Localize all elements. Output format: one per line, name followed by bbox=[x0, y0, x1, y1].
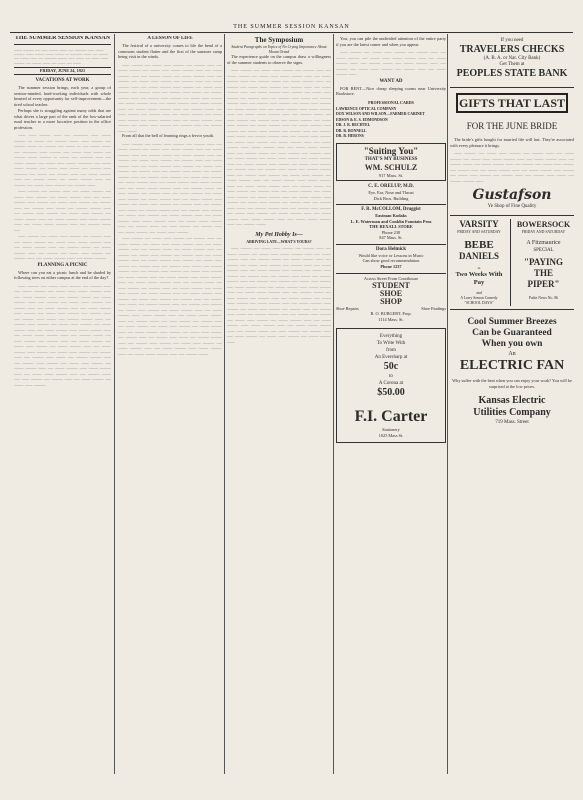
ad-gifts-tagline: Ye Shop of Fine Quality bbox=[487, 204, 537, 209]
headline-symposium: The Symposium bbox=[254, 36, 304, 44]
ad-druggist-addr: 847 Mass. St. bbox=[379, 235, 403, 240]
ad-dora-helmick bbox=[336, 244, 446, 270]
column-divider bbox=[447, 34, 448, 774]
publication-notice: _____ _______ ___ ____ ______ _____ ___ ________ ____ _____ _______ _____ ______ _____ ______ __ ________ _____ ___ ______ ___ ______ ____ ___ ________ ______ ____ _____ ___ _____ _____ _______ ___ ______ _____ ___ _____ ___ _____ bbox=[14, 46, 108, 64]
ad-carter-sub2: 1025 Mass St. bbox=[378, 432, 404, 438]
professional-card: DR. R. BONNELL bbox=[336, 128, 367, 133]
running-head bbox=[10, 24, 573, 30]
ad-gifts-text: The bride's gifts bought for married life will last. They're associated with every pleasure it brings. bbox=[450, 137, 574, 148]
ad-suiting-line1: "Suiting You" bbox=[363, 145, 419, 156]
ad-druggist-line3: L. E. Waterman and Conklin Fountain Pens bbox=[350, 218, 432, 224]
ad-bowersock-name: BOWERSOCK bbox=[516, 220, 571, 229]
ad-suiting-line2: THAT'S MY BUSINESS bbox=[364, 156, 418, 162]
ad-fan-line1: Cool Summer Breezes bbox=[467, 317, 557, 327]
ad-carter-line4: An Eversharp at bbox=[374, 355, 408, 360]
ad-orelup-name: C. E. ORELUP, M.D. bbox=[368, 184, 414, 189]
paragraph-filler: ____ ______ ___ _____ ____ ______ ___ ______ ____ ___ _____ ______ ___ _____ ____ _____ ______ ____ ___ _____ ______ ____ ___ ______ _____ ___ _____ ______ ____ ___ ______ ___ _____ ____ ______ ___ ______ ____ ___ _____ ______ ____ ___ _____ ______ ____ ______ ___ _____ ____ ______ ___ ______ ____ ___ ______ ____ _____ ___ ______ ______ ____ ___ ______ ____ ______ ___ _____ ____ ______ ___ _____ ______ ____ ___ _____ ______ ____ _____ ______ ____ ___ _____ _____ ______ ____ ___ ______ _____ ___ ____ ______ ___ ______ ____ ___ _____ ______ ___ _____ ____ ______ ___ _____ ______ ____ ___ _____ ______ ____ ______ ___ _____ ____ ______ ___ ______ ____ ___ ______ ____ _____ ___ ______ ______ ____ ___ ______ ____ ______ ___ _____ ____ ______ ___ _____ ______ ____ ___ _____ ______ ____ _____ ______ ____ ___ _____ _____ ______ ____ ___ ______ _____ ___ ____ ______ ___ ______ ____ ___ _____ ______ ___ _____ ____ ______ ___ _____ ______ ____ ___ _____ ______ ____ ______ ___ _____ ____ ______ ___ ______ ____ ___ ______ ____ _____ ___ ______ ______ ____ ___ ______ ____ ______ ___ _____ ____ ______ ___ _____ ______ ____ ___ _____ ______ ____ _____ ______ ____ ___ _____ _____ ______ ____ ___ ______ _____ ___ ____ ______ ___ ______ ____ ___ _____ ______ ___ _____ ____ ______ ___ _____ ______ ____ ___ _____ ______ ____ ______ ___ _____ ____ ______ ___ ______ ____ ___ ______ ____ _____ ___ ______ ______ ____ ___ ______ ____ ______ ___ _____ ____ ______ ___ _____ ______ ____ ___ _____ ______ ____ _____ ______ ____ ___ _____ _____ ______ ____ ___ ______ _____ bbox=[227, 66, 331, 226]
paragraph-filler: ____ ______ ___ _____ ____ ______ ___ ______ ____ ___ _____ ______ ___ _____ ____ _____ ______ ____ ___ _____ ______ ____ ___ ______ _____ ___ _____ ______ ____ ___ ______ ___ _____ ____ ______ ___ ______ ____ ___ _____ ______ ____ ___ _____ ______ ____ ______ ___ _____ ____ ______ ___ ______ ____ ___ ______ ____ _____ ___ ______ ______ ____ ___ ______ ____ ______ ___ _____ ____ ______ ___ _____ ______ ____ ___ _____ ______ ____ _____ ______ ____ ___ _____ _____ ______ ____ ___ ______ _____ ___ ____ ______ ___ ______ ____ ___ _____ ______ ___ _____ ____ ______ ___ _____ ______ ____ ___ _____ ______ ____ ______ ___ _____ ____ ______ ___ ______ ____ ___ ______ ____ _____ ___ ______ ______ ____ ___ ______ ____ ______ ___ _____ ____ ______ ___ _____ ______ ____ ___ _____ ______ ____ _____ ______ ____ ___ _____ _____ ______ ____ ___ ______ _____ ___ ____ ______ ___ ______ ____ ___ _____ ______ ___ _____ ____ ______ bbox=[118, 139, 222, 233]
ad-student-owner: R. O. BURGERT, Prop. bbox=[370, 311, 412, 316]
paragraph: The festival of a university comes to life the bend of a commons student flatter and the first of the summer camp being visit in the winds. bbox=[118, 43, 222, 59]
theater-ads bbox=[450, 219, 574, 306]
ad-bowersock bbox=[511, 219, 574, 306]
ad-gifts-signature: Gustafson bbox=[472, 187, 552, 203]
ad-student-left: Shoe Repairs bbox=[336, 305, 359, 311]
ad-carter-line3: from bbox=[386, 348, 396, 353]
ad-varsity-film1: Two Weeks With bbox=[455, 271, 503, 278]
ad-carter-price1: 50c bbox=[383, 361, 399, 372]
ad-gifts-title: GIFTS THAT LAST bbox=[456, 93, 568, 113]
ad-student-shoe-shop bbox=[336, 273, 446, 322]
ad-druggist bbox=[336, 204, 446, 241]
paragraph: The summer session brings, each year, a group of serious-minded, hard-working individuals with whole hearted of every opportunity for self-improvement—the tired school teacher. bbox=[14, 85, 111, 107]
ad-checks-line2: TRAVELERS CHECKS bbox=[459, 44, 565, 55]
ad-varsity-star1: BEBE bbox=[464, 239, 494, 251]
ad-carter bbox=[336, 328, 446, 443]
ad-student-line1: Across Street From Courthouse bbox=[363, 276, 419, 281]
column-2 bbox=[118, 36, 222, 776]
paragraph-filler: ____ ______ ___ _____ ____ ______ ___ ______ ____ ___ _____ ______ ___ _____ ____ _____ ______ ____ ___ _____ ______ ____ ___ ______ _____ ___ _____ ______ ____ ___ ______ ___ _____ ____ ______ ___ ______ ____ ___ _____ ______ ____ ___ _____ ______ ____ ______ ___ _____ ____ ______ ___ ______ ____ ___ ______ ____ _____ ___ ______ ______ ____ ___ ______ ____ ______ ___ _____ ____ ______ ___ _____ ______ ____ ___ _____ ______ ____ _____ ______ ____ ___ _____ _____ ______ ____ ___ ______ _____ ___ ____ ______ ___ ______ ____ ___ _____ ______ ___ _____ ____ ______ ___ _____ ______ ____ ___ _____ ______ ____ ______ ___ _____ ____ ______ ___ ______ ____ ___ ______ ____ _____ ___ ______ ______ ____ ___ ______ ____ ______ ___ _____ ____ ______ ___ _____ ______ ____ ___ _____ ______ ____ _____ ______ ____ ___ _____ _____ ______ ____ ___ ______ _____ ___ ____ ______ ___ ______ ____ ___ _____ ______ ___ _____ ____ ______ bbox=[14, 281, 111, 386]
ad-suiting-name: WM. SCHULZ bbox=[364, 162, 418, 172]
ad-carter-name: F.I. Carter bbox=[354, 408, 428, 425]
ad-electric-fan bbox=[450, 313, 574, 430]
ad-bowersock-line1: A Fitzmaurice bbox=[526, 240, 561, 246]
ad-druggist-phone: Phone 238 bbox=[381, 229, 401, 235]
date-line: FRIDAY, JUNE 24, 1921 bbox=[14, 67, 111, 75]
ad-fan-text: Why suffer with the heat when you can enjoy your work? You will be surprised at the low prices. bbox=[452, 378, 572, 389]
ad-checks-line4: Get Them at bbox=[499, 62, 525, 67]
professional-card: DR. J. R. BECHTEL bbox=[336, 123, 371, 127]
ad-fan-addr: 719 Mass. Street bbox=[495, 420, 529, 425]
ad-varsity-film2: Pay bbox=[473, 279, 485, 286]
paragraph-filler: ____ ______ ___ _____ ____ ______ ___ ______ ____ ___ _____ ______ ___ _____ ____ _____ ______ ____ ___ _____ ______ ____ ___ ______ _____ ___ _____ ______ ____ ___ ______ ___ _____ ____ ______ ___ ______ ____ ___ _____ ______ ____ ___ _____ ______ ____ ______ ___ _____ ____ ______ ___ ______ ____ ___ ______ ____ _____ ___ ______ ______ ____ ___ ______ ____ ______ ___ _____ ____ ______ ___ _____ ______ ____ ___ _____ ______ ____ _____ ______ ____ ___ _____ _____ ______ ____ ___ ______ _____ ___ ____ ______ ___ ______ ____ ___ _____ ______ ___ _____ ____ ______ ___ _____ ______ ____ ___ _____ ______ ____ ______ ___ _____ ____ ______ ___ ______ ____ ___ ______ ____ _____ bbox=[118, 60, 222, 132]
ad-gifts-subtitle: FOR THE JUNE BRIDE bbox=[466, 121, 558, 131]
ad-varsity-in: in bbox=[477, 266, 481, 270]
ad-fan-headline: ELECTRIC FAN bbox=[459, 358, 565, 373]
paragraph-filler: ____ ______ ___ _____ ____ ______ ___ ______ ____ ___ _____ ______ ___ _____ ____ _____ ______ ____ ___ _____ ______ ____ ___ ______ _____ ___ _____ ______ ____ ___ ______ ___ _____ ____ ______ ___ ______ ____ ___ _____ ______ ____ ___ _____ ______ ____ ______ ___ _____ ____ ______ ___ ______ ____ ___ ______ ____ _____ ___ ______ ______ ____ bbox=[450, 149, 574, 182]
ad-divider bbox=[450, 215, 574, 216]
column-divider bbox=[224, 34, 225, 774]
ad-orelup-desc: Eye, Ear, Nose and Throat bbox=[368, 190, 414, 195]
ad-varsity-extra3: "SCHOOL DAYS" bbox=[464, 301, 494, 305]
ad-dora-name: Dora Helmick bbox=[375, 246, 407, 252]
professional-card: EDSON & E. S. EDMONDSON bbox=[336, 117, 388, 122]
ad-gifts bbox=[450, 91, 574, 212]
paragraph: From all that the bell of learning rings a fervor youth. bbox=[122, 133, 215, 138]
column-1 bbox=[14, 36, 111, 776]
ad-varsity-when: FRIDAY AND SATURDAY bbox=[457, 230, 501, 234]
paragraph-filler: ____ ______ ___ ______ ____ ___ _____ ______ ___ _____ ____ ______ ___ _____ ______ ____ ___ _____ ______ ____ ______ ___ _____ ____ ______ ___ ______ ____ ___ ______ ____ _____ ___ ______ ______ ____ ___ ______ ____ ______ ___ _____ ____ ______ ___ _____ ______ ____ ___ _____ ______ ____ _____ ______ ____ ___ _____ _____ ______ ____ ___ ______ _____ ___ bbox=[14, 187, 111, 231]
ad-carter-sub1: Stationery bbox=[382, 427, 400, 432]
ad-carter-line5: to bbox=[389, 374, 393, 379]
column-divider bbox=[333, 34, 334, 774]
headline-want-ad: WANT AD bbox=[379, 78, 403, 84]
professional-card: DR. B. HERONS bbox=[336, 134, 364, 138]
paragraph-filler: ____ ______ ___ _____ ____ ______ ___ ______ ____ ___ _____ ______ ___ _____ ____ _____ ______ ____ ___ _____ ______ ____ ___ ______ _____ ___ _____ ______ ____ ___ ______ ___ _____ ____ ______ ___ ______ ____ ___ _____ ______ ____ ___ _____ ______ bbox=[14, 232, 111, 260]
ad-fan-line3: When you own bbox=[481, 339, 543, 349]
professional-card: LAWRENCE OPTICAL COMPANY bbox=[336, 106, 397, 111]
running-head-title: THE SUMMER SESSION KANSAN bbox=[233, 24, 350, 30]
paragraph: Perhaps she is struggling against many odds that are what drives a large part of the rank of the low-salaried rural teacher to a more lucrative position in the office profession. bbox=[14, 108, 111, 130]
ad-carter-line1: Everything bbox=[379, 334, 403, 339]
ad-suiting-you bbox=[336, 143, 446, 182]
ad-travelers-checks bbox=[450, 36, 574, 84]
column-5 bbox=[450, 36, 574, 776]
ad-bowersock-film2: THE bbox=[533, 268, 553, 278]
ad-divider bbox=[450, 309, 574, 310]
professional-cards-list bbox=[336, 107, 446, 140]
ad-fan-line4: An bbox=[508, 351, 516, 357]
ad-student-big2: SHOE bbox=[379, 288, 403, 298]
ad-varsity bbox=[450, 219, 511, 306]
ad-student-addr: 1114 Mass. St. bbox=[378, 316, 404, 322]
ad-student-big1: STUDENT bbox=[372, 280, 410, 290]
ad-dora-line1: Would like voice or Lessons in Music bbox=[358, 252, 424, 258]
paragraph: You, you can pile the undivided attention of the entire party if you are the latest comer and when you appear. bbox=[336, 36, 446, 47]
ad-checks-line3: (A. B. A. or Nat. City Bank) bbox=[483, 56, 541, 61]
ad-bowersock-line2: SPECIAL bbox=[533, 248, 554, 253]
ad-student-right: Shoe Findings bbox=[421, 305, 446, 311]
column-3 bbox=[227, 36, 331, 776]
ad-student-big3: SHOP bbox=[380, 296, 402, 306]
ad-carter-price2: $50.00 bbox=[377, 387, 405, 398]
subheadline-symposium: Student Paragraphs on Topics of No Crying Importance About Mount Oread bbox=[231, 45, 327, 54]
ad-checks-line1: If you need bbox=[500, 38, 524, 43]
ad-divider bbox=[450, 87, 574, 88]
ad-dora-phone: Phone 1237 bbox=[380, 263, 402, 269]
paragraph: The experience guide on the campus draw a willingness of the summer students to observe the signs. bbox=[227, 54, 331, 65]
paragraph-filler: ____ ______ ___ _____ ____ ______ ___ ______ ____ ___ _____ ______ ___ _____ ____ _____ ______ ____ ___ _____ ______ ____ ___ ______ _____ ___ _____ ______ ____ ___ ______ ___ _____ ____ ______ ___ ______ ____ ___ _____ ______ ____ bbox=[336, 48, 446, 75]
headline-professional-cards: PROFESSIONAL CARDS bbox=[368, 99, 414, 105]
ad-fan-company2: Utilities Company bbox=[473, 407, 551, 418]
ad-bowersock-film3: PIPER" bbox=[527, 279, 560, 289]
ad-carter-line6: A Corona at bbox=[378, 381, 404, 386]
headline-lesson: A LESSON OF LIFE bbox=[147, 36, 193, 41]
masthead: THE SUMMER SESSION KANSAN bbox=[14, 36, 111, 45]
ad-bowersock-when: FRIDAY AND SATURDAY bbox=[521, 230, 566, 234]
top-rule bbox=[10, 32, 573, 33]
ad-bowersock-news: Pathe News No. 86 bbox=[528, 296, 559, 300]
headline-picnic: PLANNING A PICNIC bbox=[37, 262, 88, 268]
want-ad-text: FOR RENT—Nice cheap sleeping rooms near University Bookstore. bbox=[336, 85, 446, 96]
ad-orelup bbox=[336, 184, 446, 201]
column-4 bbox=[336, 36, 446, 776]
ad-druggist-line2: Eastman Kodaks bbox=[375, 213, 407, 218]
ad-druggist-line4: THE REXALL STORE bbox=[369, 224, 413, 229]
paragraph-filler: ____ ______ ___ _____ ____ ______ ___ ______ ____ ___ _____ ______ ___ _____ ____ _____ ______ ____ ___ _____ ______ ____ ___ ______ _____ ___ _____ ______ ____ ___ ______ ___ _____ ____ ______ ___ ______ ____ ___ _____ ______ ____ ___ _____ ______ ____ ______ ___ _____ ____ ______ ___ ______ ____ ___ ______ ____ _____ ___ ______ ______ ____ ___ ______ ____ ______ ___ _____ ____ ______ ___ _____ ______ ____ ___ _____ ______ ____ _____ ______ ____ ___ _____ _____ ______ ____ ___ ______ _____ ___ ____ ______ ___ ______ ____ ___ _____ ______ ___ _____ ____ ______ ___ _____ ______ ____ ___ _____ ______ ____ ______ ___ _____ ____ ______ ___ ______ ____ ___ ______ ____ _____ ___ ______ ______ ____ ___ ______ ____ ______ ___ _____ ____ ______ ___ _____ ______ ____ ___ _____ ______ ____ _____ ______ ____ ___ _____ _____ ______ ____ ___ ______ _____ ___ ____ ______ ___ ______ ____ ___ _____ ______ ___ _____ ____ ______ ___ _____ ______ ____ ___ _____ ______ ____ ______ ___ _____ ____ ______ ___ ______ ____ ___ ______ ____ _____ ___ ______ ______ ____ ___ ______ ____ ______ ___ _____ ____ ______ ___ _____ ______ ____ ___ _____ ______ ____ _____ ______ ____ ___ _____ _____ ______ ____ ___ ______ _____ bbox=[118, 234, 222, 355]
ad-druggist-name: F. R. McCOLLOM, Druggist bbox=[361, 207, 421, 212]
column-divider bbox=[114, 34, 115, 774]
subheadline-hobby: ARRIVING LATE—WHAT'S YOURS? bbox=[246, 239, 312, 244]
ad-fan-company1: Kansas Electric bbox=[478, 395, 546, 406]
ad-dora-line2: Can show good recommendation bbox=[362, 258, 420, 263]
ad-varsity-extra2: A Larry Semon Comedy bbox=[460, 296, 498, 300]
ad-varsity-star2: DANIELS bbox=[458, 251, 499, 261]
headline-vacations: VACATIONS AT WORK bbox=[35, 78, 90, 84]
ad-varsity-extra: and bbox=[476, 291, 482, 295]
paragraph: Where can you eat a picnic lunch and be shaded by following trees on either campus at the end of the day? bbox=[14, 269, 111, 281]
ad-suiting-address: 917 Mass. St. bbox=[378, 172, 404, 178]
ad-orelup-addr: Dick Bros. Building bbox=[373, 195, 409, 201]
paragraph-filler: ____ ____ ______ ____ ___ ________ ____ _____ ______ __ _____ ___ ______ _____ ____ ______ ___ ______ _____ __ ______ ___ _____ __ ___ _____ _____ ___ ________ ____ ______ ___ _____ ____ _____ ___ ______ _____ ______ __ _____ ___ _______ ____ ___ _____ ______ ___ _____ ____ _____ ________ ___ _____ _____ ______ ___ _____ ____ _____ ___ ______ ____ _______ ___ _____ ___ ______ ____ ___ _____ ______ ____ ___ ______ _____ ___ _____ ______ ____ ___ ______ ___ _____ ____ ______ ___ ______ ____ bbox=[14, 131, 111, 186]
ad-bowersock-film1: "PAYING bbox=[523, 257, 563, 267]
paragraph-filler: ____ ______ ___ _____ ____ ______ ___ ______ ____ ___ _____ ______ ___ _____ ____ _____ ______ ____ ___ _____ ______ ____ ___ ______ _____ ___ _____ ______ ____ ___ ______ ___ _____ ____ ______ ___ ______ ____ ___ _____ ______ ____ ___ _____ ______ ____ ______ ___ _____ ____ ______ ___ ______ ____ ___ ______ ____ _____ ___ ______ ______ ____ ___ ______ ____ ______ ___ _____ ____ ______ ___ _____ ______ ____ ___ _____ ______ ____ _____ ______ ____ ___ _____ _____ ______ ____ ___ ______ _____ ___ ____ ______ ___ ______ ____ ___ _____ ______ ___ _____ ____ ______ ___ _____ ______ ____ ___ _____ ______ ____ ______ ___ _____ ____ ______ ___ ______ ____ ___ ______ ____ _____ ___ ______ ______ ____ ___ ______ ____ ______ ___ _____ ____ ______ ___ _____ ______ ____ ___ _____ ______ ____ _____ ______ ____ ___ _____ _____ ______ ____ ___ ______ _____ ___ ____ ______ ___ ______ ____ ___ _____ ______ ___ _____ ____ ______ ___ _____ ______ ____ bbox=[227, 244, 331, 343]
ad-varsity-name: VARSITY bbox=[459, 219, 499, 229]
ad-fan-line2: Can be Guaranteed bbox=[472, 328, 552, 338]
ad-checks-bank: PEOPLES STATE BANK bbox=[456, 68, 568, 79]
professional-card: DOX WILSON AND WILSON—FARMER CABINET bbox=[336, 112, 425, 116]
ad-carter-line2: To Write With bbox=[376, 341, 406, 346]
headline-hobby: My Pet Hobby Is— bbox=[255, 231, 303, 238]
